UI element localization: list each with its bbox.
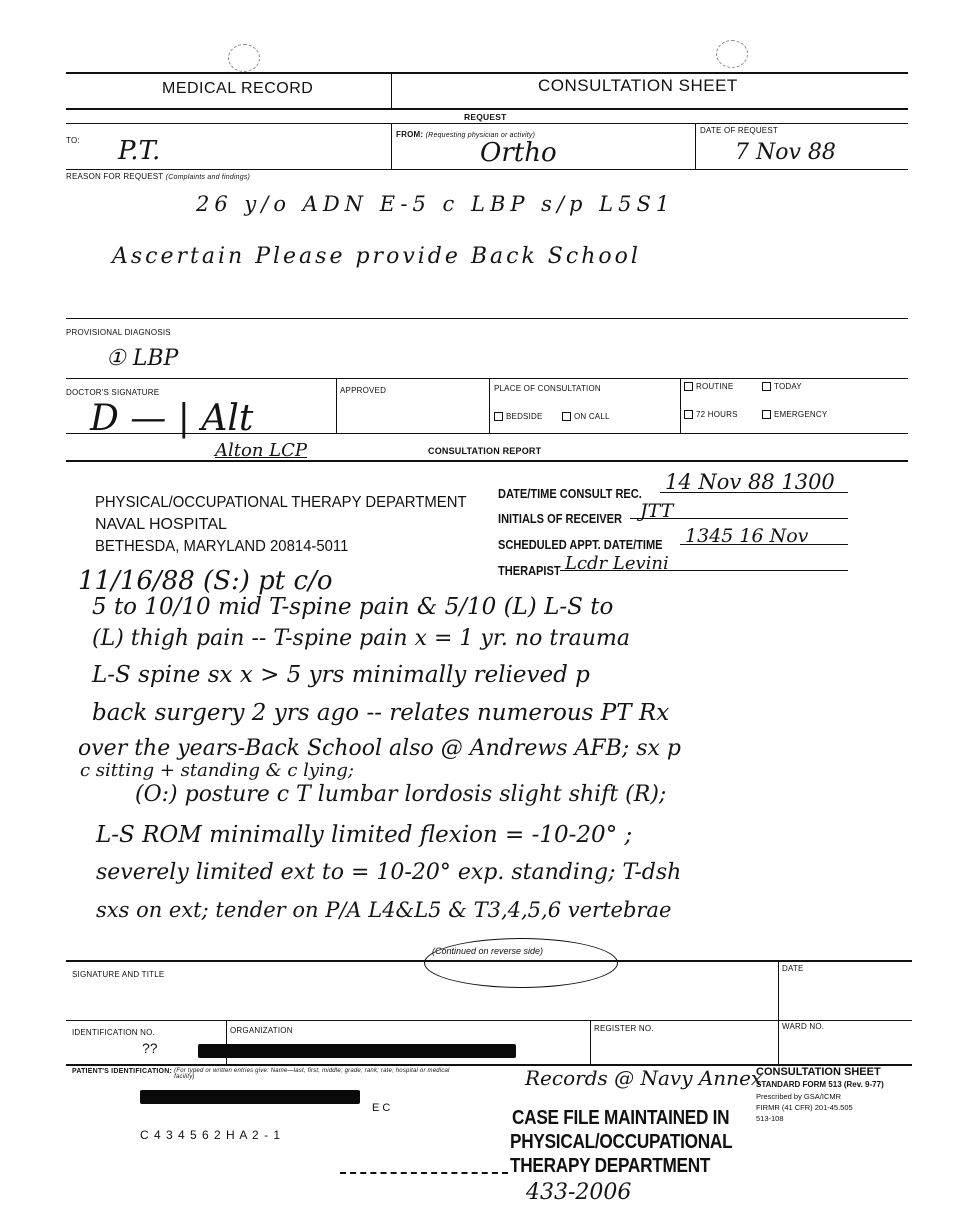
redaction-bar	[198, 1044, 516, 1058]
note-line-7: c sitting + standing & c lying;	[80, 760, 354, 781]
provisional-diagnosis-label: PROVISIONAL DIAGNOSIS	[66, 328, 171, 337]
note-line-5: back surgery 2 yrs ago -- relates numerous PT Rx	[92, 700, 670, 726]
72-hours-checkbox[interactable]	[684, 410, 693, 419]
initials-value: JTT	[640, 500, 674, 522]
form-footer-fipmr: FIRMR (41 CFR) 201-45.505	[756, 1103, 853, 1112]
bedside-option: BEDSIDE	[494, 412, 543, 421]
dept-line-2: NAVAL HOSPITAL	[95, 516, 227, 533]
emergency-checkbox[interactable]	[762, 410, 771, 419]
initials-label: INITIALS OF RECEIVER	[498, 511, 623, 526]
ward-no-label: WARD NO.	[782, 1022, 825, 1031]
place-of-consultation-label: PLACE OF CONSULTATION	[494, 384, 601, 393]
patient-identification-hint: (For typed or written entries give: Name—last, first, middle; grade; rank; rate; hospital or medical facility)	[174, 1068, 450, 1080]
from-value: Ortho	[480, 138, 557, 168]
doctor-signature-label: DOCTOR'S SIGNATURE	[66, 388, 160, 397]
note-line-3: (L) thigh pain -- T-spine pain x = 1 yr. no trauma	[92, 626, 630, 651]
identification-no-value: ??	[142, 1040, 158, 1056]
records-note: Records @ Navy Annex	[525, 1066, 763, 1090]
approved-label: APPROVED	[340, 386, 387, 395]
date-of-request-label: DATE OF REQUEST	[700, 126, 778, 135]
72-hours-option: 72 HOURS	[684, 410, 738, 419]
emergency-option: EMERGENCY	[762, 410, 827, 419]
dept-line-1: PHYSICAL/OCCUPATIONAL THERAPY DEPARTMENT	[95, 494, 467, 511]
note-line-2: 5 to 10/10 mid T-spine pain & 5/10 (L) L-S to	[92, 594, 614, 620]
signature-title-label: SIGNATURE AND TITLE	[72, 970, 165, 979]
doctor-name: Alton LCP	[215, 440, 307, 461]
stamp-line-2: PHYSICAL/OCCUPATIONAL	[510, 1131, 733, 1153]
continued-note: (Continued on reverse side)	[432, 946, 544, 956]
dept-line-3: BETHESDA, MARYLAND 20814-5011	[95, 538, 349, 555]
footer-date-label: DATE	[782, 964, 804, 973]
identification-no-label: IDENTIFICATION NO.	[72, 1028, 156, 1037]
patient-code: C 4 3 4 5 6 2 H A 2 - 1	[140, 1128, 282, 1142]
reason-line-2: Ascertain Please provide Back School	[112, 244, 641, 269]
consult-rec-label: DATE/TIME CONSULT REC.	[498, 486, 642, 501]
oncall-checkbox[interactable]	[562, 412, 571, 421]
organization-label: ORGANIZATION	[230, 1026, 293, 1035]
register-no-label: REGISTER NO.	[594, 1024, 654, 1033]
note-line-11: sxs on ext; tender on P/A L4&L5 & T3,4,5,6 vertebrae	[96, 898, 672, 922]
to-value: P.T.	[118, 136, 161, 166]
oncall-option: ON CALL	[562, 412, 610, 421]
request-section-label: REQUEST	[464, 112, 507, 122]
reason-line-1: 26 y/o ADN E-5 c LBP s/p L5S1	[196, 192, 675, 216]
today-option: TODAY	[762, 382, 802, 391]
form-title: CONSULTATION SHEET	[538, 76, 738, 95]
patient-redaction-bar	[140, 1090, 360, 1104]
medical-record-title: MEDICAL RECORD	[162, 80, 314, 97]
punch-hole-left	[228, 44, 260, 72]
mark-ec: E C	[372, 1102, 391, 1114]
stamp-dashed-line	[340, 1172, 508, 1174]
stamp-line-3: THERAPY DEPARTMENT	[510, 1155, 711, 1177]
stamp-phone: 433-2006	[526, 1180, 632, 1205]
reason-label: REASON FOR REQUEST (Complaints and findings)	[66, 172, 251, 181]
consult-rec-value: 14 Nov 88 1300	[665, 470, 835, 494]
form-footer-code: 513-108	[756, 1114, 784, 1123]
doctor-signature: D — | Alt	[90, 398, 254, 439]
reason-hint: (Complaints and findings)	[165, 174, 251, 181]
note-line-10: severely limited ext to = 10-20° exp. standing; T-dsh	[96, 860, 682, 885]
to-label: TO:	[66, 136, 80, 145]
today-checkbox[interactable]	[762, 382, 771, 391]
date-of-request-value: 7 Nov 88	[735, 140, 836, 165]
consultation-report-label: CONSULTATION REPORT	[428, 446, 542, 456]
form-footer-name: CONSULTATION SHEET	[756, 1066, 881, 1078]
note-line-9: L-S ROM minimally limited flexion = -10-20° ;	[96, 822, 633, 848]
form-footer-prescribed: Prescribed by GSA/ICMR	[756, 1092, 842, 1101]
punch-hole-right	[716, 40, 748, 68]
routine-option: ROUTINE	[684, 382, 733, 391]
from-hint: (Requesting physician or activity)	[425, 132, 536, 139]
provisional-diagnosis-value: ① LBP	[106, 346, 179, 371]
therapist-value: Lcdr Levini	[565, 553, 669, 574]
note-line-6: over the years-Back School also @ Andrews AFB; sx p	[78, 736, 682, 761]
scheduled-label: SCHEDULED APPT. DATE/TIME	[498, 537, 663, 552]
stamp-line-1: CASE FILE MAINTAINED IN	[512, 1107, 730, 1129]
from-label: FROM: (Requesting physician or activity)	[396, 130, 536, 139]
bedside-checkbox[interactable]	[494, 412, 503, 421]
therapist-label: THERAPIST	[498, 563, 561, 578]
note-line-8: (O:) posture c T lumbar lordosis slight shift (R);	[135, 782, 667, 807]
note-line-1: 11/16/88 (S:) pt c/o	[78, 566, 333, 596]
routine-checkbox[interactable]	[684, 382, 693, 391]
scheduled-value: 1345 16 Nov	[685, 525, 809, 547]
patient-identification-label: PATIENT'S IDENTIFICATION: (For typed or written entries give: Name—last, first, middle; grade; rank; rate; hospital or medical facility)	[72, 1068, 454, 1080]
note-line-4: L-S spine sx x > 5 yrs minimally relieved p	[92, 662, 590, 688]
form-footer-number: STANDARD FORM 513 (Rev. 9-77)	[756, 1080, 884, 1089]
